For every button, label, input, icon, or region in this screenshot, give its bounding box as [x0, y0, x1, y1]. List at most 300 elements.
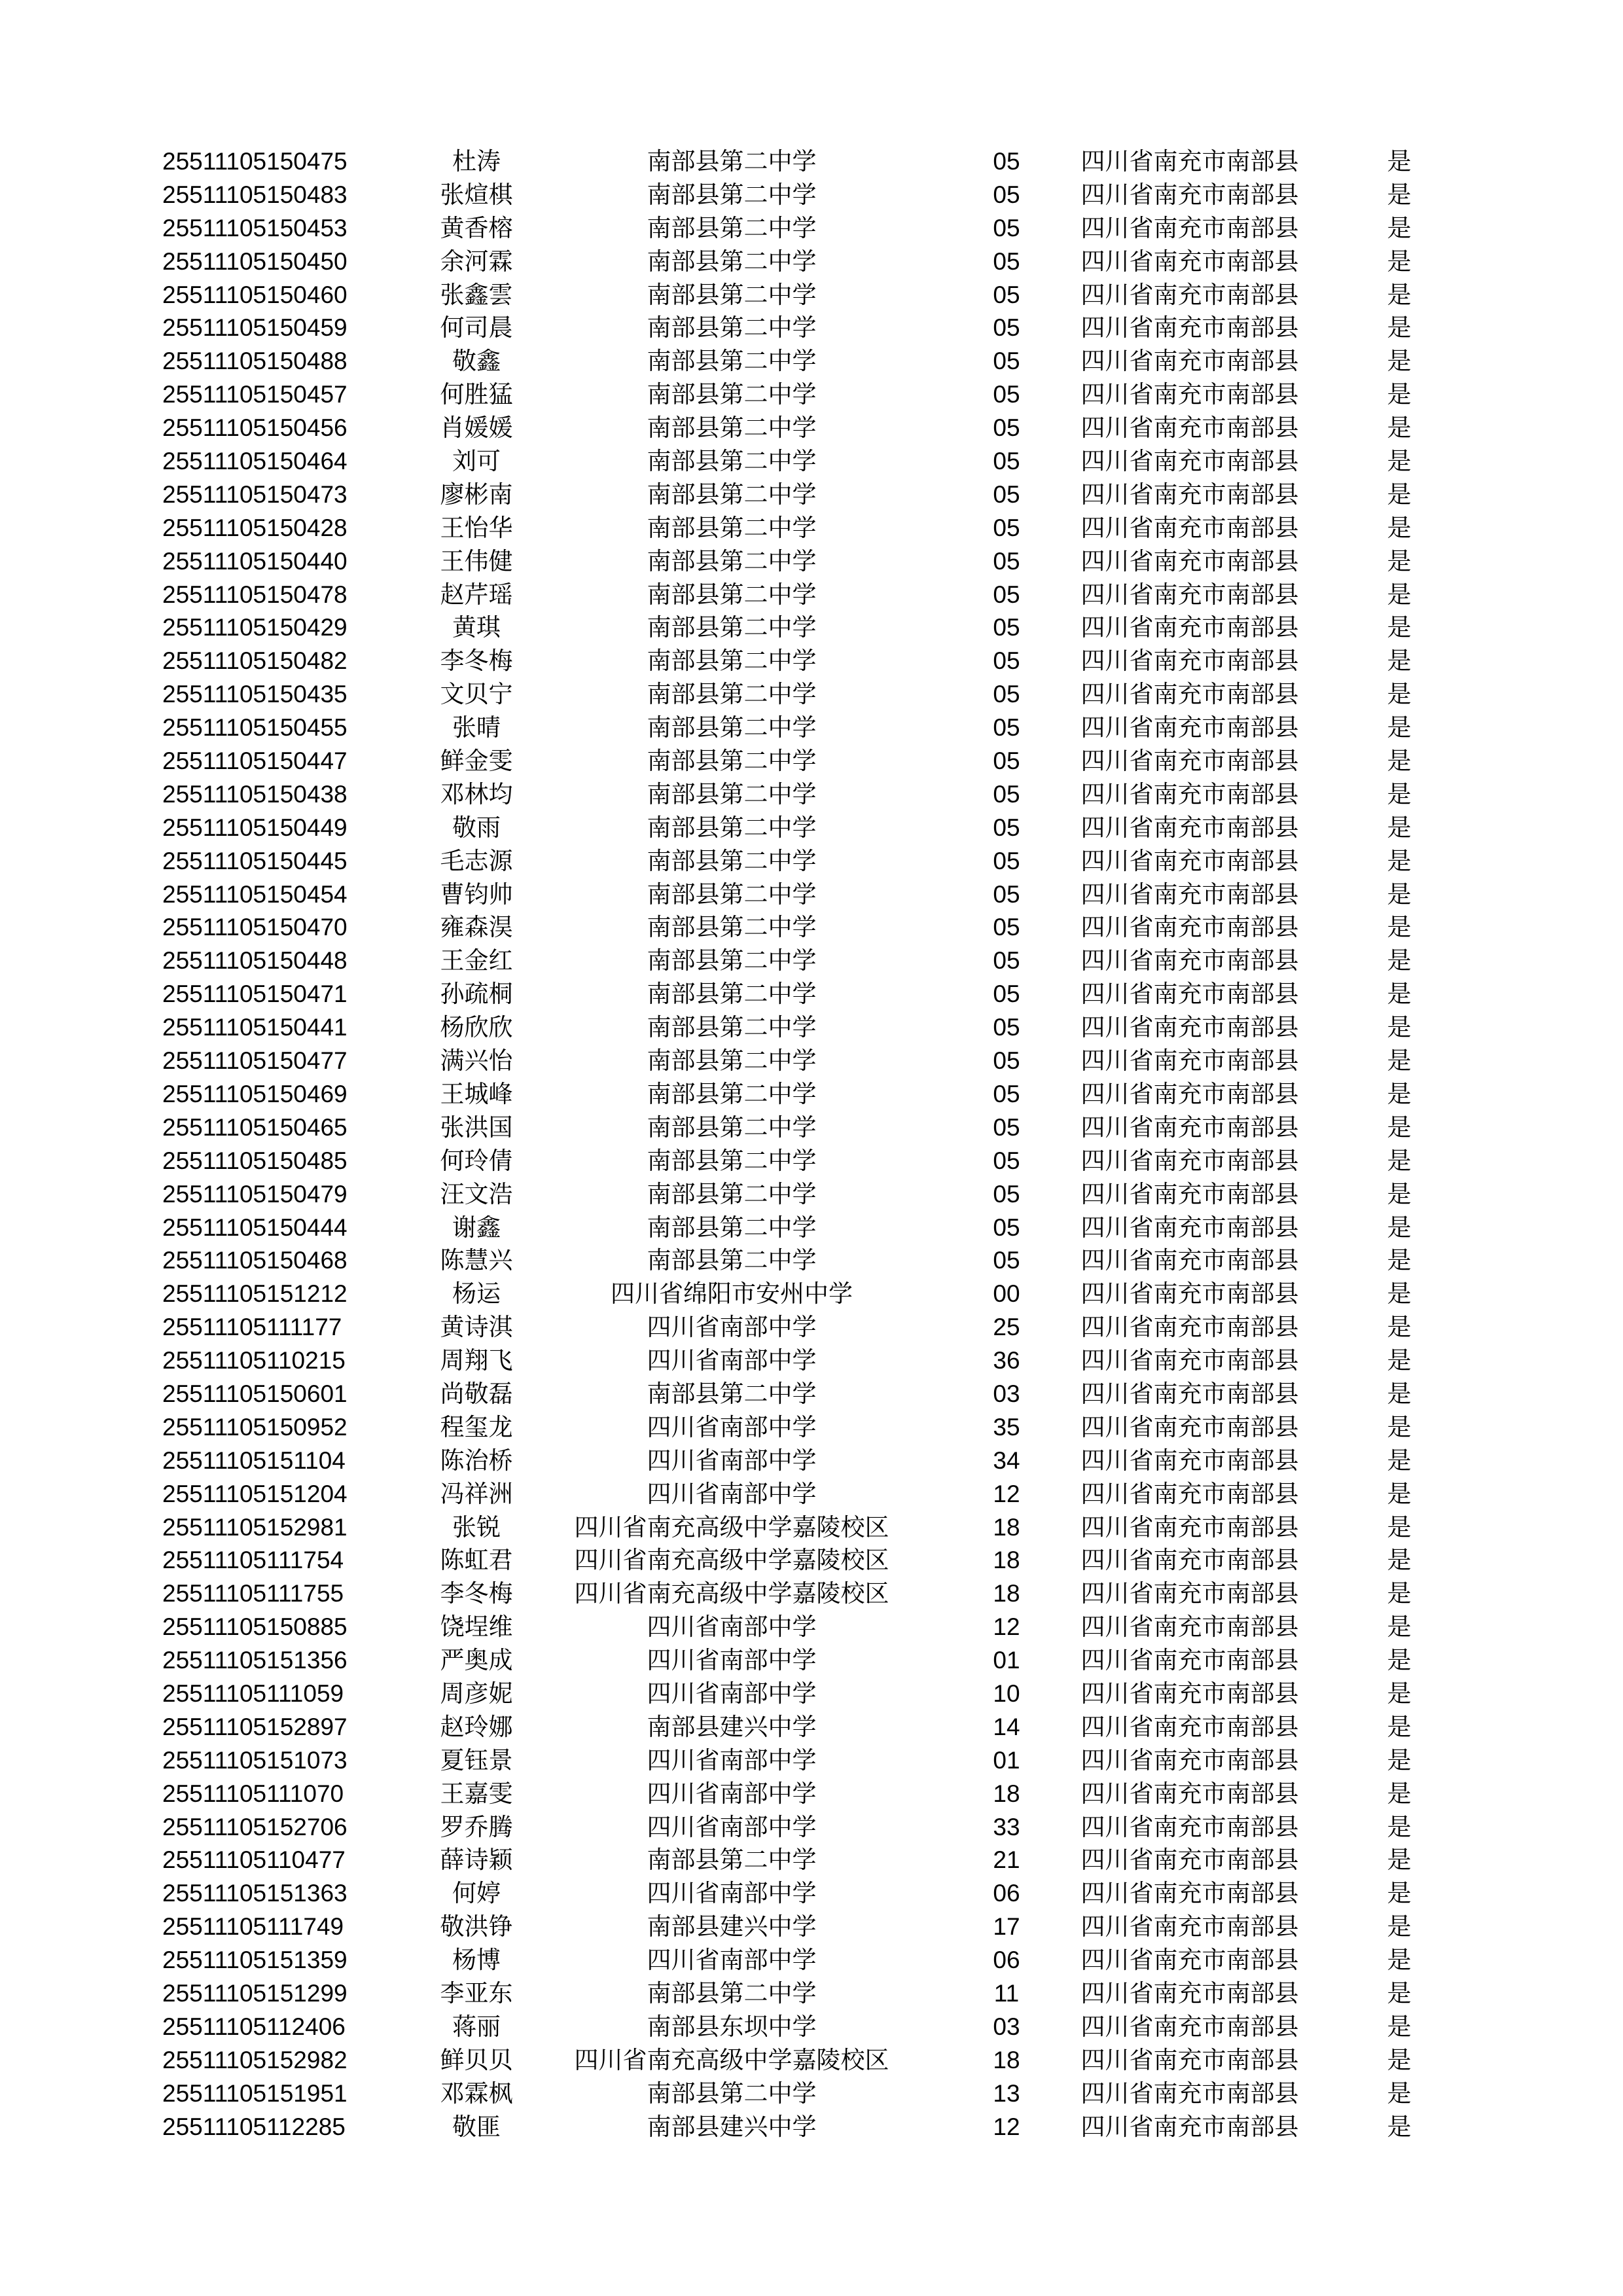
student-id: 25511105150450: [162, 247, 348, 275]
student-name: 敬匪: [452, 2112, 501, 2141]
student-id: 25511105151356: [162, 1647, 348, 1674]
student-id: 25511105150447: [162, 747, 348, 775]
table-row: [162, 778, 1432, 812]
student-name: 文贝宁: [440, 680, 513, 709]
region-name: 四川省南充市南部县: [1080, 314, 1299, 342]
status-flag: 是: [1387, 1047, 1412, 1075]
class-code: 05: [993, 214, 1020, 242]
region-name: 四川省南充市南部县: [1080, 247, 1299, 276]
student-id: 25511105150428: [162, 514, 348, 541]
table-row: [162, 1644, 1432, 1677]
student-name: 严奥成: [440, 1646, 513, 1675]
region-name: 四川省南充市南部县: [1080, 946, 1299, 975]
student-id: 25511105112285: [162, 2113, 346, 2140]
class-code: 05: [993, 880, 1020, 908]
table-row: [162, 1078, 1432, 1111]
table-row: [162, 1711, 1432, 1744]
table-row: [162, 1611, 1432, 1644]
class-code: 33: [993, 1813, 1020, 1840]
student-id: 25511105111755: [162, 1580, 344, 1607]
school-name: 南部县第二中学: [647, 846, 817, 875]
status-flag: 是: [1387, 213, 1412, 242]
status-flag: 是: [1387, 2112, 1412, 2141]
student-name: 陈虹君: [440, 1546, 513, 1575]
status-flag: 是: [1387, 846, 1412, 875]
status-flag: 是: [1387, 1013, 1412, 1042]
status-flag: 是: [1387, 1313, 1412, 1342]
region-name: 四川省南充市南部县: [1080, 2079, 1299, 2108]
student-id: 25511105111177: [162, 1314, 342, 1341]
status-flag: 是: [1387, 1213, 1412, 1242]
class-code: 25: [993, 1314, 1020, 1341]
status-flag: 是: [1387, 1246, 1412, 1275]
student-name: 张洪国: [440, 1113, 513, 1141]
region-name: 四川省南充市南部县: [1080, 2012, 1299, 2041]
region-name: 四川省南充市南部县: [1080, 1912, 1299, 1941]
student-id: 25511105150429: [162, 614, 348, 641]
region-name: 四川省南充市南部县: [1080, 613, 1299, 642]
class-code: 05: [993, 314, 1020, 342]
region-name: 四川省南充市南部县: [1080, 1579, 1299, 1608]
region-name: 四川省南充市南部县: [1080, 480, 1299, 509]
status-flag: 是: [1387, 1646, 1412, 1675]
table-row: [162, 2111, 1432, 2144]
status-flag: 是: [1387, 1579, 1412, 1608]
table-row: [162, 1844, 1432, 1877]
class-code: 13: [993, 2079, 1020, 2107]
student-name: 何婷: [452, 1879, 501, 1908]
class-code: 18: [993, 1580, 1020, 1607]
student-id: 25511105150465: [162, 1113, 348, 1141]
student-id: 25511105152982: [162, 2046, 348, 2073]
student-name: 张晴: [452, 713, 501, 742]
student-id: 25511105150468: [162, 1247, 348, 1274]
student-name: 何玲倩: [440, 1146, 513, 1175]
class-code: 01: [993, 1746, 1020, 1774]
table-row: [162, 1278, 1432, 1311]
status-flag: 是: [1387, 147, 1412, 175]
student-id: 25511105150482: [162, 647, 348, 675]
status-flag: 是: [1387, 1846, 1412, 1874]
region-name: 四川省南充市南部县: [1080, 447, 1299, 476]
region-name: 四川省南充市南部县: [1080, 347, 1299, 376]
region-name: 四川省南充市南部县: [1080, 1479, 1299, 1508]
table-row: [162, 1411, 1432, 1444]
table-row: [162, 2077, 1432, 2111]
school-name: 南部县第二中学: [647, 180, 817, 209]
student-name: 黄香榕: [440, 213, 513, 242]
student-name: 刘可: [452, 447, 501, 476]
school-name: 四川省南充高级中学嘉陵校区: [574, 1513, 889, 1541]
class-code: 05: [993, 647, 1020, 675]
region-name: 四川省南充市南部县: [1080, 513, 1299, 542]
student-name: 蒋丽: [452, 2012, 501, 2041]
status-flag: 是: [1387, 1679, 1412, 1708]
school-name: 南部县第二中学: [647, 513, 817, 542]
student-name: 敬鑫: [452, 347, 501, 376]
status-flag: 是: [1387, 347, 1412, 376]
student-id: 25511105150477: [162, 1047, 348, 1075]
student-name: 李冬梅: [440, 647, 513, 675]
student-id: 25511105112406: [162, 2013, 346, 2040]
student-id: 25511105150435: [162, 681, 348, 708]
region-name: 四川省南充市南部县: [1080, 1646, 1299, 1675]
school-name: 四川省南部中学: [647, 1946, 817, 1975]
class-code: 18: [993, 1547, 1020, 1574]
region-name: 四川省南充市南部县: [1080, 1546, 1299, 1575]
school-name: 南部县第二中学: [647, 1113, 817, 1141]
student-id: 25511105150475: [162, 148, 348, 175]
student-id: 25511105150488: [162, 348, 348, 375]
status-flag: 是: [1387, 1979, 1412, 2007]
table-row: [162, 378, 1432, 412]
class-code: 05: [993, 281, 1020, 308]
school-name: 四川省南部中学: [647, 1646, 817, 1675]
school-name: 南部县第二中学: [647, 880, 817, 908]
class-code: 05: [993, 181, 1020, 208]
region-name: 四川省南充市南部县: [1080, 1513, 1299, 1541]
region-name: 四川省南充市南部县: [1080, 1712, 1299, 1741]
student-name: 杨博: [452, 1946, 501, 1975]
student-id: 25511105150441: [162, 1014, 348, 1041]
table-row: [162, 445, 1432, 478]
student-id: 25511105150479: [162, 1180, 348, 1208]
region-name: 四川省南充市南部县: [1080, 1412, 1299, 1441]
table-row: [162, 1344, 1432, 1378]
status-flag: 是: [1387, 547, 1412, 575]
student-id: 25511105110215: [162, 1347, 346, 1374]
student-name: 余河霖: [440, 247, 513, 276]
school-name: 南部县第二中学: [647, 647, 817, 675]
class-code: 05: [993, 148, 1020, 175]
status-flag: 是: [1387, 1446, 1412, 1475]
status-flag: 是: [1387, 1746, 1412, 1774]
student-id: 25511105150455: [162, 714, 348, 742]
region-name: 四川省南充市南部县: [1080, 147, 1299, 175]
student-name: 王嘉雯: [440, 1779, 513, 1808]
region-name: 四川省南充市南部县: [1080, 1446, 1299, 1475]
table-row: [162, 711, 1432, 745]
school-name: 南部县第二中学: [647, 713, 817, 742]
class-code: 05: [993, 1047, 1020, 1075]
student-id: 25511105150478: [162, 581, 348, 608]
school-name: 南部县第二中学: [647, 547, 817, 575]
region-name: 四川省南充市南部县: [1080, 647, 1299, 675]
table-row: [162, 1378, 1432, 1411]
table-row: [162, 1910, 1432, 1944]
table-row: [162, 1744, 1432, 1778]
student-id: 25511105151104: [162, 1446, 346, 1474]
table-row: [162, 1577, 1432, 1611]
school-name: 南部县第二中学: [647, 780, 817, 808]
table-row: [162, 1544, 1432, 1577]
class-code: 05: [993, 747, 1020, 775]
student-name: 李亚东: [440, 1979, 513, 2007]
class-code: 03: [993, 2013, 1020, 2040]
region-name: 四川省南充市南部县: [1080, 680, 1299, 709]
school-name: 南部县建兴中学: [647, 2112, 817, 2141]
table-row: [162, 145, 1432, 179]
status-flag: 是: [1387, 1513, 1412, 1541]
class-code: 05: [993, 448, 1020, 475]
region-name: 四川省南充市南部县: [1080, 1113, 1299, 1141]
student-name: 杨欣欣: [440, 1013, 513, 1042]
table-row: [162, 1444, 1432, 1478]
table-row: [162, 212, 1432, 245]
student-id: 25511105152897: [162, 1713, 348, 1740]
student-name: 罗乔腾: [440, 1812, 513, 1841]
table-row: [162, 179, 1432, 212]
student-name: 张锐: [452, 1513, 501, 1541]
school-name: 南部县第二中学: [647, 1246, 817, 1275]
table-row: [162, 878, 1432, 912]
table-row: [162, 911, 1432, 944]
class-code: 05: [993, 1247, 1020, 1274]
school-name: 四川省南部中学: [647, 1346, 817, 1375]
student-id: 25511105150448: [162, 947, 348, 975]
status-flag: 是: [1387, 247, 1412, 276]
class-code: 12: [993, 2113, 1020, 2140]
class-code: 05: [993, 1014, 1020, 1041]
student-id: 25511105150459: [162, 314, 348, 342]
class-code: 00: [993, 1280, 1020, 1308]
school-name: 南部县第二中学: [647, 613, 817, 642]
table-row: [162, 1877, 1432, 1910]
data-table: [162, 145, 1432, 2144]
student-name: 李冬梅: [440, 1579, 513, 1608]
student-name: 尚敬磊: [440, 1379, 513, 1408]
school-name: 南部县第二中学: [647, 2079, 817, 2108]
table-row: [162, 279, 1432, 312]
region-name: 四川省南充市南部县: [1080, 1047, 1299, 1075]
school-name: 南部县第二中学: [647, 1047, 817, 1075]
student-id: 25511105150445: [162, 847, 348, 874]
class-code: 17: [993, 1913, 1020, 1941]
table-row: [162, 1244, 1432, 1278]
school-name: 南部县第二中学: [647, 946, 817, 975]
table-row: [162, 1511, 1432, 1545]
status-flag: 是: [1387, 1812, 1412, 1841]
region-name: 四川省南充市南部县: [1080, 213, 1299, 242]
student-id: 25511105150457: [162, 381, 348, 408]
school-name: 四川省南部中学: [647, 1613, 817, 1641]
table-row: [162, 1478, 1432, 1511]
class-code: 05: [993, 814, 1020, 841]
student-name: 王伟健: [440, 547, 513, 575]
table-row: [162, 478, 1432, 512]
region-name: 四川省南充市南部县: [1080, 1613, 1299, 1641]
school-name: 南部县第二中学: [647, 980, 817, 1009]
student-name: 何胜猛: [440, 380, 513, 409]
table-row: [162, 1977, 1432, 2011]
class-code: 05: [993, 1080, 1020, 1107]
school-name: 南部县建兴中学: [647, 1912, 817, 1941]
school-name: 南部县第二中学: [647, 1379, 817, 1408]
school-name: 南部县第二中学: [647, 1179, 817, 1208]
school-name: 南部县第二中学: [647, 414, 817, 442]
school-name: 四川省南充高级中学嘉陵校区: [574, 1579, 889, 1608]
student-id: 25511105150454: [162, 880, 348, 908]
student-id: 25511105150485: [162, 1147, 348, 1174]
class-code: 05: [993, 1147, 1020, 1174]
class-code: 05: [993, 780, 1020, 808]
status-flag: 是: [1387, 513, 1412, 542]
table-row: [162, 579, 1432, 612]
school-name: 四川省南部中学: [647, 1412, 817, 1441]
class-code: 36: [993, 1347, 1020, 1374]
region-name: 四川省南充市南部县: [1080, 280, 1299, 309]
school-name: 南部县第二中学: [647, 1079, 817, 1108]
table-row: [162, 1778, 1432, 1811]
status-flag: 是: [1387, 1079, 1412, 1108]
status-flag: 是: [1387, 414, 1412, 442]
student-id: 25511105151951: [162, 2079, 348, 2107]
student-name: 敬洪铮: [440, 1912, 513, 1941]
class-code: 10: [993, 1679, 1020, 1707]
region-name: 四川省南充市南部县: [1080, 1213, 1299, 1242]
school-name: 南部县第二中学: [647, 314, 817, 342]
class-code: 05: [993, 914, 1020, 941]
region-name: 四川省南充市南部县: [1080, 1879, 1299, 1908]
school-name: 南部县第二中学: [647, 380, 817, 409]
student-id: 25511105150473: [162, 480, 348, 508]
school-name: 南部县第二中学: [647, 1213, 817, 1242]
class-code: 05: [993, 714, 1020, 742]
student-name: 薛诗颖: [440, 1846, 513, 1874]
status-flag: 是: [1387, 880, 1412, 908]
table-row: [162, 2044, 1432, 2077]
student-name: 邓林均: [440, 780, 513, 808]
student-name: 孙疏桐: [440, 980, 513, 1009]
student-name: 陈慧兴: [440, 1246, 513, 1275]
status-flag: 是: [1387, 2012, 1412, 2041]
region-name: 四川省南充市南部县: [1080, 913, 1299, 942]
class-code: 18: [993, 1780, 1020, 1807]
region-name: 四川省南充市南部县: [1080, 1812, 1299, 1841]
table-row: [162, 845, 1432, 878]
student-id: 25511105150444: [162, 1213, 348, 1241]
status-flag: 是: [1387, 1280, 1412, 1308]
school-name: 四川省南部中学: [647, 1879, 817, 1908]
student-name: 赵芹瑶: [440, 580, 513, 609]
school-name: 四川省南部中学: [647, 1313, 817, 1342]
table-row: [162, 245, 1432, 279]
class-code: 14: [993, 1713, 1020, 1740]
table-row: [162, 1178, 1432, 1211]
region-name: 四川省南充市南部县: [1080, 1313, 1299, 1342]
status-flag: 是: [1387, 1546, 1412, 1575]
class-code: 05: [993, 247, 1020, 275]
region-name: 四川省南充市南部县: [1080, 1013, 1299, 1042]
table-row: [162, 1211, 1432, 1245]
region-name: 四川省南充市南部县: [1080, 846, 1299, 875]
region-name: 四川省南充市南部县: [1080, 1979, 1299, 2007]
table-row: [162, 1677, 1432, 1711]
school-name: 四川省南部中学: [647, 1479, 817, 1508]
school-name: 南部县第二中学: [647, 247, 817, 276]
student-id: 25511105150885: [162, 1613, 348, 1641]
school-name: 南部县第二中学: [647, 813, 817, 842]
class-code: 34: [993, 1446, 1020, 1474]
student-name: 黄诗淇: [440, 1313, 513, 1342]
school-name: 南部县第二中学: [647, 747, 817, 776]
class-code: 06: [993, 1880, 1020, 1907]
school-name: 四川省南部中学: [647, 1446, 817, 1475]
status-flag: 是: [1387, 480, 1412, 509]
status-flag: 是: [1387, 1479, 1412, 1508]
status-flag: 是: [1387, 2045, 1412, 2074]
class-code: 05: [993, 348, 1020, 375]
class-code: 06: [993, 1946, 1020, 1974]
status-flag: 是: [1387, 1179, 1412, 1208]
table-row: [162, 1811, 1432, 1844]
student-id: 25511105150464: [162, 448, 348, 475]
school-name: 南部县第二中学: [647, 1146, 817, 1175]
class-code: 12: [993, 1480, 1020, 1507]
student-id: 25511105150460: [162, 281, 348, 308]
student-id: 25511105150449: [162, 814, 348, 841]
student-name: 汪文浩: [440, 1179, 513, 1208]
student-id: 25511105151212: [162, 1280, 348, 1308]
student-name: 王城峰: [440, 1079, 513, 1108]
school-name: 南部县第二中学: [647, 447, 817, 476]
status-flag: 是: [1387, 647, 1412, 675]
region-name: 四川省南充市南部县: [1080, 547, 1299, 575]
school-name: 南部县第二中学: [647, 913, 817, 942]
student-id: 25511105152706: [162, 1813, 348, 1840]
school-name: 四川省南部中学: [647, 1779, 817, 1808]
region-name: 四川省南充市南部县: [1080, 1346, 1299, 1375]
student-name: 黄琪: [452, 613, 501, 642]
region-name: 四川省南充市南部县: [1080, 780, 1299, 808]
school-name: 四川省绵阳市安州中学: [611, 1280, 853, 1308]
region-name: 四川省南充市南部县: [1080, 1079, 1299, 1108]
table-row: [162, 745, 1432, 778]
student-name: 毛志源: [440, 846, 513, 875]
student-name: 陈治桥: [440, 1446, 513, 1475]
class-code: 05: [993, 681, 1020, 708]
region-name: 四川省南充市南部县: [1080, 1179, 1299, 1208]
student-name: 杨运: [452, 1280, 501, 1308]
student-name: 王怡华: [440, 513, 513, 542]
student-name: 杜涛: [452, 147, 501, 175]
school-name: 四川省南充高级中学嘉陵校区: [574, 2045, 889, 2074]
student-name: 何司晨: [440, 314, 513, 342]
class-code: 18: [993, 2046, 1020, 2073]
student-name: 廖彬南: [440, 480, 513, 509]
status-flag: 是: [1387, 813, 1412, 842]
class-code: 01: [993, 1647, 1020, 1674]
status-flag: 是: [1387, 1879, 1412, 1908]
status-flag: 是: [1387, 613, 1412, 642]
status-flag: 是: [1387, 913, 1412, 942]
table-row: [162, 545, 1432, 579]
region-name: 四川省南充市南部县: [1080, 713, 1299, 742]
class-code: 05: [993, 614, 1020, 641]
table-row: [162, 645, 1432, 678]
student-id: 25511105111070: [162, 1780, 344, 1807]
class-code: 05: [993, 547, 1020, 575]
student-id: 25511105150456: [162, 414, 348, 442]
region-name: 四川省南充市南部县: [1080, 747, 1299, 776]
school-name: 南部县第二中学: [647, 280, 817, 309]
status-flag: 是: [1387, 780, 1412, 808]
student-id: 25511105151204: [162, 1480, 348, 1507]
class-code: 05: [993, 1113, 1020, 1141]
status-flag: 是: [1387, 1346, 1412, 1375]
student-name: 邓霖枫: [440, 2079, 513, 2108]
table-row: [162, 345, 1432, 378]
